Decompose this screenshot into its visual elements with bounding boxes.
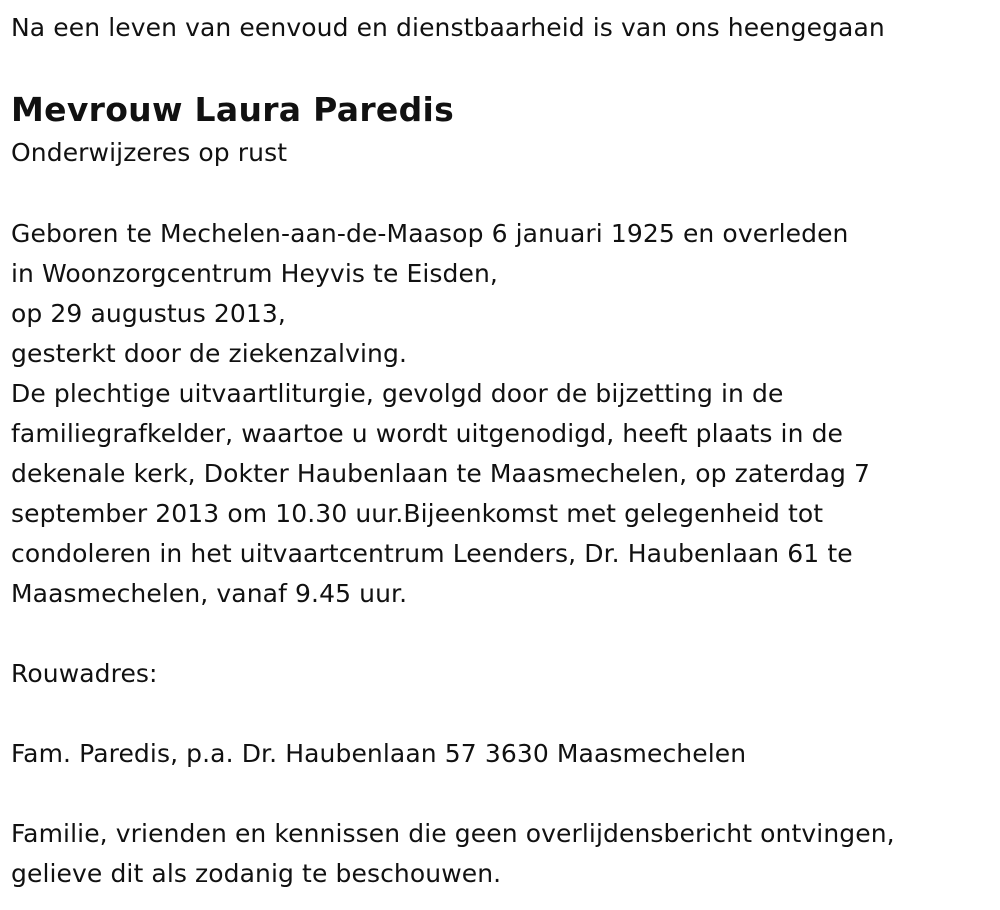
spacer	[11, 614, 1000, 654]
body-line: dekenale kerk, Dokter Haubenlaan te Maasmechelen, op zaterdag 7	[11, 459, 871, 488]
body-line: familiegrafkelder, waartoe u wordt uitgenodigd, heeft plaats in de	[11, 419, 844, 448]
spacer	[11, 694, 1000, 734]
closing-line: Familie, vrienden en kennissen die geen overlijdensbericht ontvingen,	[11, 819, 895, 848]
mourning-address: Fam. Paredis, p.a. Dr. Haubenlaan 57 3630 Maasmechelen	[11, 739, 747, 768]
body-paragraph	[11, 214, 1000, 614]
body-line: condoleren in het uitvaartcentrum Leenders, Dr. Haubenlaan 61 te	[11, 539, 853, 568]
intro-text: Na een leven van eenvoud en dienstbaarheid is van ons heengegaan	[11, 13, 885, 42]
spacer	[11, 774, 1000, 814]
body-line: op 29 augustus 2013,	[11, 299, 286, 328]
body-line: Maasmechelen, vanaf 9.45 uur.	[11, 579, 408, 608]
body-line: in Woonzorgcentrum Heyvis te Eisden,	[11, 259, 498, 288]
closing-line: gelieve dit als zodanig te beschouwen.	[11, 859, 502, 888]
address-label: Rouwadres:	[11, 659, 158, 688]
body-line: gesterkt door de ziekenzalving.	[11, 339, 407, 368]
deceased-name: Mevrouw Laura Paredis	[11, 90, 455, 129]
body-line: Geboren te Mechelen-aan-de-Maasop 6 januari 1925 en overleden	[11, 219, 849, 248]
body-line: De plechtige uitvaartliturgie, gevolgd door de bijzetting in de	[11, 379, 784, 408]
deceased-title: Onderwijzeres op rust	[11, 138, 288, 167]
body-line: september 2013 om 10.30 uur.Bijeenkomst met gelegenheid tot	[11, 499, 824, 528]
closing-paragraph	[11, 814, 1000, 894]
spacer	[11, 174, 1000, 214]
